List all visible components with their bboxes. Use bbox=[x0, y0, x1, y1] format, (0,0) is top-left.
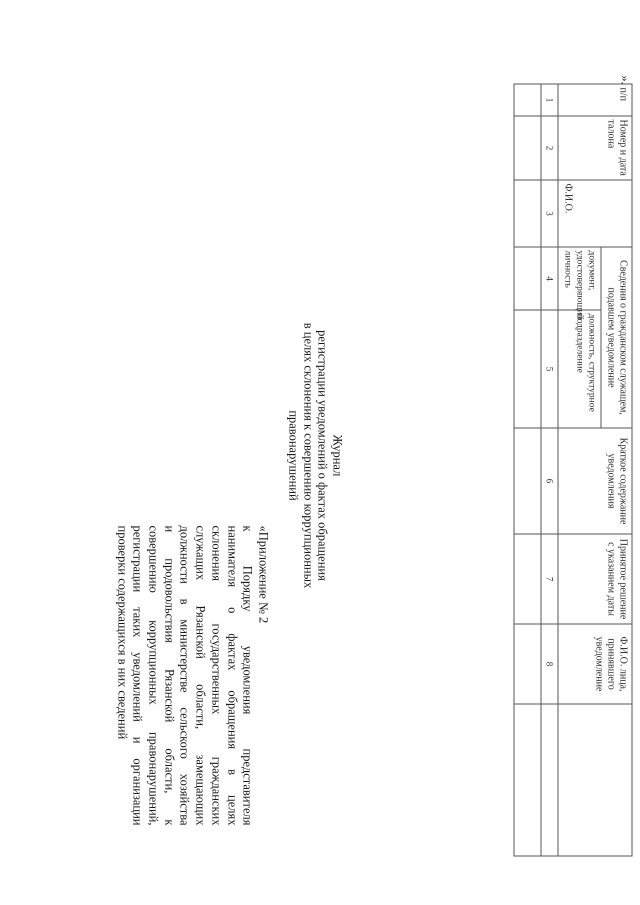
appendix-line: и продовольствия Рязанской области, к bbox=[161, 525, 176, 825]
title-line-1: Журнал bbox=[330, 434, 344, 476]
header-number-date: Номер и дата талона bbox=[558, 116, 632, 180]
header-employee-info: Сведения о гражданском служащем, подавшем уведомление bbox=[601, 247, 632, 428]
appendix-line: регистрации таких уведомлений и организации bbox=[130, 525, 145, 825]
table-cell bbox=[514, 84, 541, 116]
header-position: должность, структурное подразделение bbox=[558, 310, 601, 428]
table-cell bbox=[514, 180, 541, 247]
table-cell bbox=[514, 428, 541, 534]
table-cell bbox=[514, 624, 541, 704]
table-cell bbox=[514, 534, 541, 624]
table-cell bbox=[514, 704, 541, 856]
column-number-empty bbox=[541, 704, 558, 856]
column-number: 7 bbox=[541, 534, 558, 624]
column-numbers-row bbox=[541, 84, 558, 856]
closing-mark: ». bbox=[618, 75, 632, 84]
header-document: документ, удостоверяющий личность bbox=[558, 247, 601, 310]
header-receiver: Ф.И.О. лица, принявшего уведомление bbox=[558, 624, 632, 704]
header-fio: Ф.И.О. bbox=[558, 180, 632, 247]
column-number: 2 bbox=[541, 116, 558, 180]
appendix-line: «Приложение № 2 bbox=[256, 525, 270, 623]
header-empty bbox=[558, 704, 632, 856]
column-number: 4 bbox=[541, 247, 558, 310]
title-line-2: регистрации уведомлений о фактах обращения bbox=[315, 329, 330, 581]
journal-title bbox=[286, 305, 344, 605]
column-number: 5 bbox=[541, 310, 558, 428]
rotated-sheet bbox=[0, 5, 640, 900]
column-number: 6 bbox=[541, 428, 558, 534]
header-np: п/п bbox=[558, 84, 632, 116]
appendix-line: должности в министерстве сельского хозяйства bbox=[177, 525, 192, 825]
title-line-3: в целях склонения к совершению коррупционных правонарушений bbox=[286, 322, 315, 588]
appendix-line: проверки содержащихся в них сведений bbox=[114, 525, 129, 739]
appendix-line: совершению коррупционных правонарушений, bbox=[146, 525, 161, 825]
appendix-line: склонения государственных гражданских bbox=[208, 525, 223, 825]
appendix-line: нанимателя о фактах обращения в целях bbox=[224, 525, 239, 825]
appendix-line: служащих Рязанской области, замещающих bbox=[193, 525, 208, 825]
table-row bbox=[514, 84, 541, 856]
table-cell bbox=[514, 116, 541, 180]
journal-table bbox=[513, 83, 632, 856]
header-decision: Принятое решение с указанием даты bbox=[558, 534, 632, 624]
column-number: 3 bbox=[541, 180, 558, 247]
header-summary: Краткое содержание уведомления bbox=[558, 428, 632, 534]
column-number: 8 bbox=[541, 624, 558, 704]
column-number: 1 bbox=[541, 84, 558, 116]
appendix-line: к Порядку уведомления представителя bbox=[240, 525, 255, 825]
table-cell bbox=[514, 247, 541, 310]
table-cell bbox=[514, 310, 541, 428]
appendix-header bbox=[113, 525, 270, 825]
